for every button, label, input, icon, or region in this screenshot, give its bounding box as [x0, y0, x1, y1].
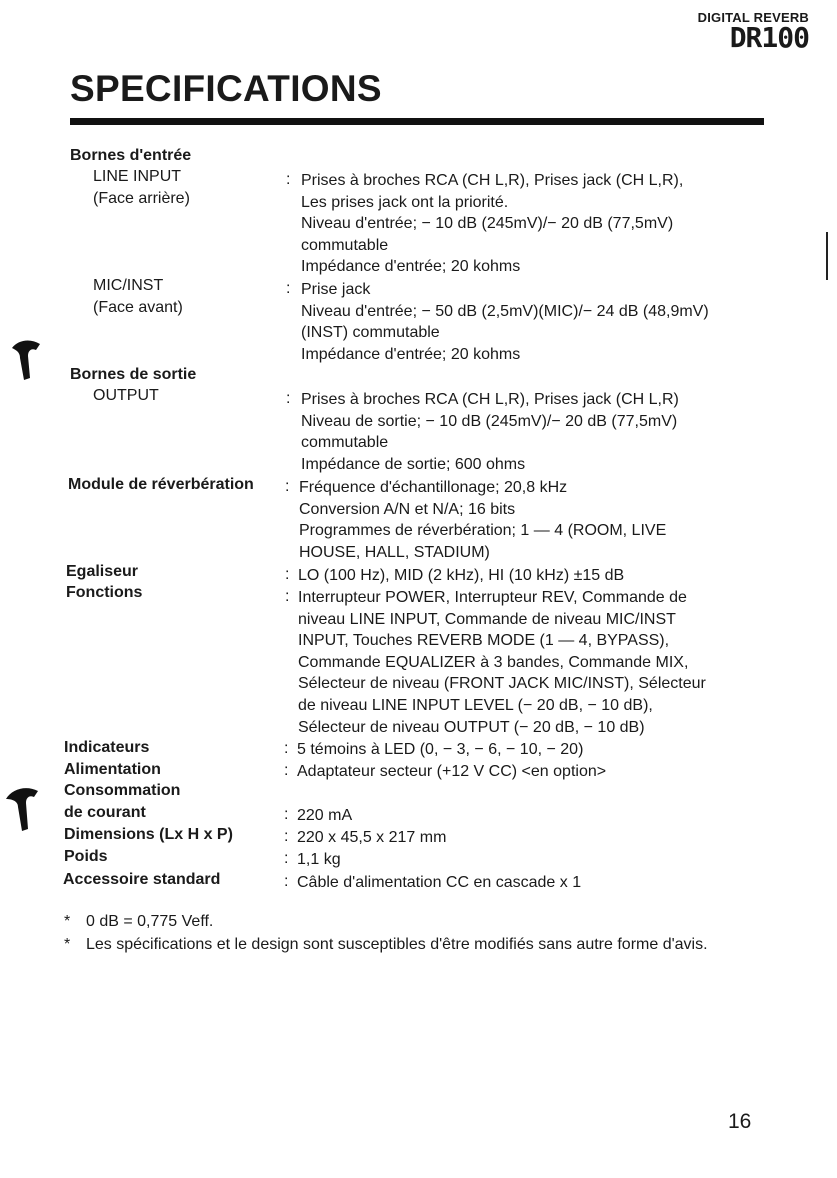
consumption-label-2: de courant [64, 804, 146, 821]
functions-specs: Interrupteur POWER, Interrupteur REV, Commande de niveau LINE INPUT, Commande de niveau MIC/INST INPUT, Touches REVERB MODE (1 — 4, BYPASS), Commande EQUALIZER à 3 bandes, Commande MIX, Sélecteur de niveau (FRONT JACK MIC/INST), Sélecteur de niveau LINE INPUT LEVEL (− 20 dB, − 10 dB), Sélecteur de niveau OUTPUT (− 20 dB, − 10 dB) [298, 589, 706, 736]
functions-label: Fonctions [66, 584, 143, 601]
page-number: 16 [728, 1110, 752, 1133]
dimensions-label: Dimensions (Lx H x P) [64, 826, 233, 843]
page-title: SPECIFICATIONS [70, 68, 382, 109]
title-rule [70, 118, 764, 125]
input-heading: Bornes d'entrée [70, 147, 192, 164]
note-zero-db: 0 dB = 0,775 Veff. [86, 913, 214, 930]
margin-mark-icon [4, 785, 42, 833]
power-label: Alimentation [64, 761, 161, 778]
consumption-label-1: Consommation [64, 782, 181, 799]
eq-label: Egaliseur [66, 563, 139, 580]
accessory-value: Câble d'alimentation CC en cascade x 1 [297, 874, 582, 891]
indicators-value: 5 témoins à LED (0, − 3, − 6, − 10, − 20) [297, 741, 584, 758]
consumption-value: 220 mA [297, 807, 353, 824]
weight-value: 1,1 kg [297, 851, 341, 868]
margin-mark-icon [10, 338, 44, 384]
reverb-specs: Fréquence d'échantillonage; 20,8 kHz Conversion A/N et N/A; 16 bits Programmes de réverbération; 1 — 4 (ROOM, LIVE HOUSE, HALL, STADIUM) [299, 479, 667, 561]
dimensions-value: 220 x 45,5 x 217 mm [297, 829, 447, 846]
weight-label: Poids [64, 848, 108, 865]
line-input-specs: Prises à broches RCA (CH L,R), Prises jack (CH L,R), Les prises jack ont la priorité. Niveau d'entrée; − 10 dB (245mV)/− 20 dB (77,5mV) commutable Impédance d'entrée; 20 kohms [301, 172, 684, 276]
indicators-label: Indicateurs [64, 739, 150, 756]
line-input-sublabel: (Face arrière) [93, 190, 190, 207]
mic-inst-label: MIC/INST [93, 277, 164, 294]
model-logo: DR100 [729, 21, 809, 54]
reverb-label: Module de réverbération [68, 476, 254, 493]
scan-edge-mark [826, 232, 828, 280]
power-value: Adaptateur secteur (+12 V CC) <en option> [297, 763, 607, 780]
line-input-label: LINE INPUT [93, 168, 182, 185]
brand-header [697, 10, 809, 54]
mic-inst-specs: Prise jack Niveau d'entrée; − 50 dB (2,5mV)(MIC)/− 24 dB (48,9mV) (INST) commutable Impédance d'entrée; 20 kohms [301, 281, 709, 363]
output-heading: Bornes de sortie [70, 366, 197, 383]
note-disclaimer: Les spécifications et le design sont susceptibles d'être modifiés sans autre forme d'avis. [86, 936, 708, 953]
output-label: OUTPUT [93, 387, 159, 404]
note-bullet: * [64, 936, 71, 953]
mic-inst-sublabel: (Face avant) [93, 299, 183, 316]
output-specs: Prises à broches RCA (CH L,R), Prises jack (CH L,R) Niveau de sortie; − 10 dB (245mV)/− 20 dB (77,5mV) commutable Impédance de sortie; 600 ohms [301, 391, 679, 473]
brand-subtitle: DIGITAL REVERB [697, 10, 809, 25]
accessory-label: Accessoire standard [63, 871, 221, 888]
eq-specs: LO (100 Hz), MID (2 kHz), HI (10 kHz) ±15 dB [298, 567, 625, 584]
note-bullet: * [64, 913, 71, 930]
